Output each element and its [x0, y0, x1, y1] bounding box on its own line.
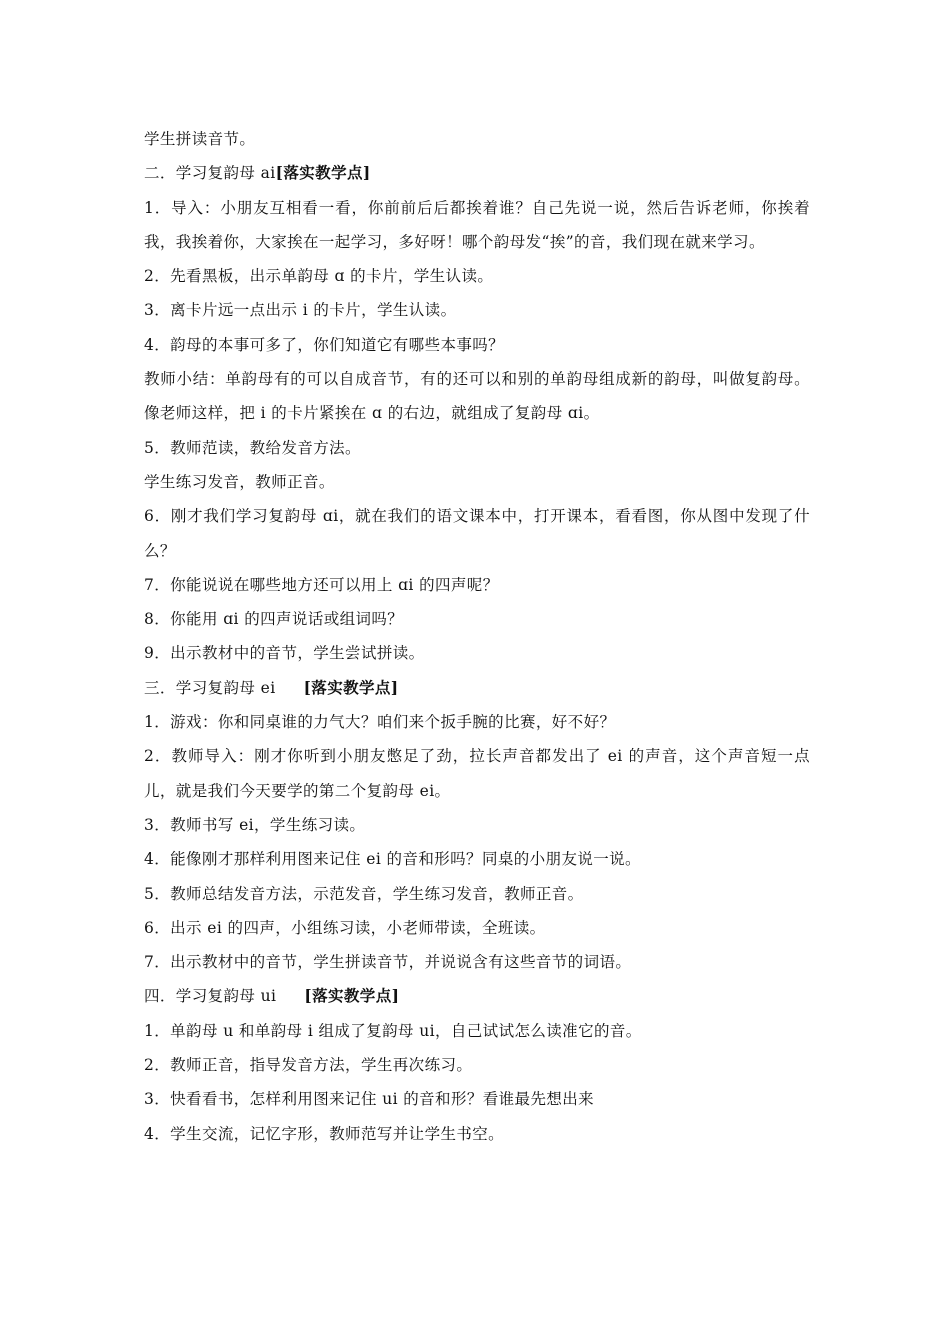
section-heading-text: 三．学习复韵母 ei [144, 678, 276, 697]
paragraph: 9．出示教材中的音节，学生尝试拼读。 [144, 644, 425, 663]
teaching-point-tag: [落实教学点] [275, 163, 371, 183]
paragraph: 7．出示教材中的音节，学生拼读音节，并说说含有这些音节的词语。 [144, 953, 632, 972]
paragraph: 1．单韵母 u 和单韵母 i 组成了复韵母 ui，自己试试怎么读准它的音。 [144, 1021, 642, 1040]
paragraph: 2．先看黑板，出示单韵母 ɑ 的卡片，学生认读。 [144, 267, 494, 286]
paragraph: 3．教师书写 ei，学生练习读。 [144, 815, 366, 834]
section-heading-text: 四．学习复韵母 ui [144, 987, 277, 1006]
paragraph: 2．教师正音，指导发音方法，学生再次练习。 [144, 1056, 473, 1075]
paragraph: 7．你能说说在哪些地方还可以用上 ɑi 的四声呢？ [144, 575, 499, 594]
paragraph: 5．教师总结发音方法，示范发音，学生练习发音，教师正音。 [144, 884, 584, 903]
paragraph: 5．教师范读，教给发音方法。 [144, 438, 361, 457]
section-heading-ui [144, 979, 810, 1013]
paragraph: 教师小结：单韵母有的可以自成音节，有的还可以和别的单韵母组成新的韵母，叫做复韵母。像老师这样，把 i 的卡片紧挨在 ɑ 的右边，就组成了复韵母 ɑi。 [144, 370, 810, 423]
teaching-point-tag: [落实教学点] [303, 677, 399, 697]
paragraph: 4．能像刚才那样利用图来记住 ei 的音和形吗？同桌的小朋友说一说。 [144, 850, 641, 869]
paragraph: 8．你能用 ɑi 的四声说话或组词吗？ [144, 610, 404, 629]
paragraph: 6．出示 ei 的四声，小组练习读，小老师带读，全班读。 [144, 918, 546, 937]
paragraph: 6．刚才我们学习复韵母 ɑi，就在我们的语文课本中，打开课本，看看图，你从图中发现了什么？ [144, 507, 810, 560]
paragraph: 4．学生交流，记忆字形，教师范写并让学生书空。 [144, 1124, 505, 1143]
paragraph: 3．快看看书，怎样利用图来记住 ui 的音和形？看谁最先想出来 [144, 1090, 595, 1109]
teaching-point-tag: [落实教学点] [304, 986, 400, 1006]
paragraph: 1．游戏：你和同桌谁的力气大？咱们来个扳手腕的比赛，好不好？ [144, 713, 616, 732]
paragraph: 学生拼读音节。 [144, 130, 256, 148]
section-heading-text: 二．学习复韵母 ai [144, 164, 276, 183]
paragraph: 4．韵母的本事可多了，你们知道它有哪些本事吗？ [144, 335, 505, 354]
section-heading-ei [144, 671, 810, 705]
paragraph: 2．教师导入：刚才你听到小朋友憋足了劲，拉长声音都发出了 ei 的声音，这个声音短一点儿，就是我们今天要学的第二个复韵母 ei。 [144, 747, 810, 800]
paragraph: 3．离卡片远一点出示 i 的卡片，学生认读。 [144, 301, 457, 320]
document-body [144, 122, 810, 1151]
paragraph: 学生练习发音，教师正音。 [144, 472, 335, 491]
paragraph: 1．导入：小朋友互相看一看，你前前后后都挨着谁？自己先说一说，然后告诉老师，你挨着我，我挨着你，大家挨在一起学习，多好呀！哪个韵母发“挨”的音，我们现在就来学习。 [144, 198, 810, 251]
section-heading-ai [144, 156, 810, 190]
